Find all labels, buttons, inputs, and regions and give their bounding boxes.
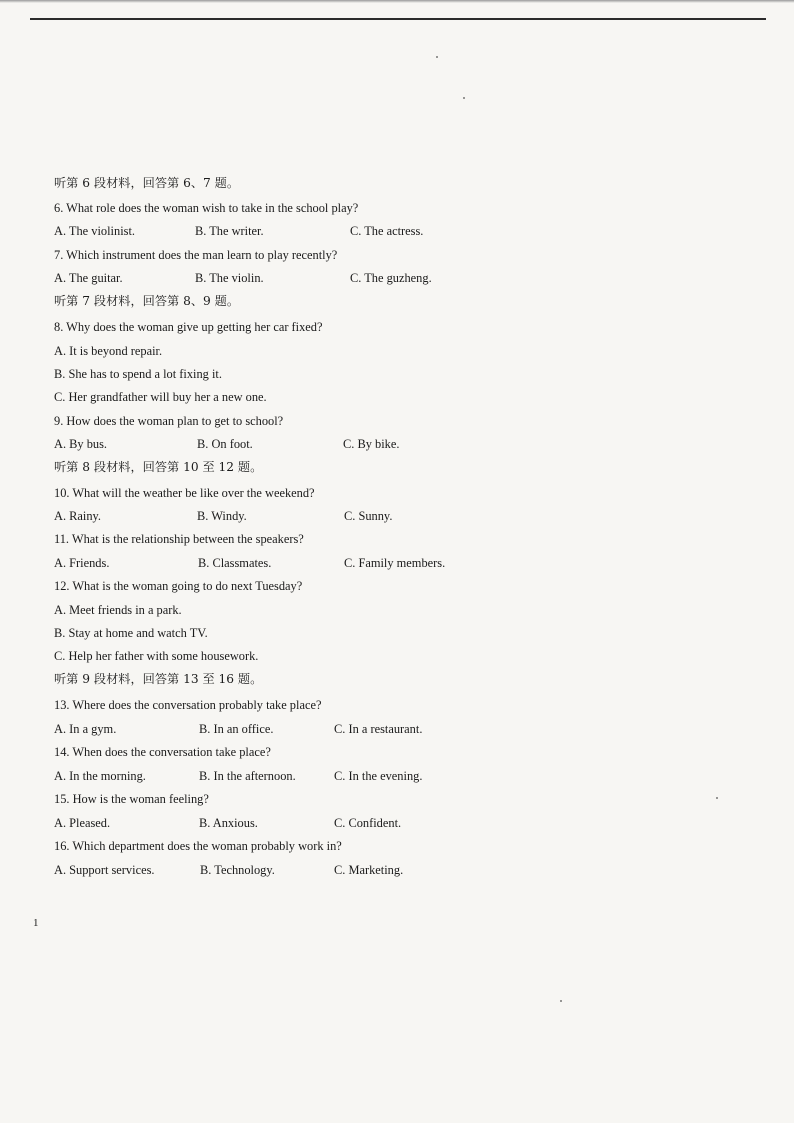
option-c: C. The actress.: [350, 224, 424, 238]
section-heading: 听第 9 段材料，回答第 13 至 16 题。: [54, 672, 263, 686]
option-b: B. Anxious.: [199, 816, 258, 830]
option-b: B. In an office.: [199, 722, 274, 736]
option-a: A. It is beyond repair.: [54, 344, 163, 358]
option-b: B. The writer.: [195, 224, 264, 238]
option-c: C. In the evening.: [334, 769, 423, 783]
option-c: C. Confident.: [334, 816, 402, 830]
question-stem: 13. Where does the conversation probably take place?: [54, 698, 322, 712]
option-b: B. In the afternoon.: [199, 769, 296, 783]
question-stem: 10. What will the weather be like over the weekend?: [54, 486, 315, 500]
option-c: C. In a restaurant.: [334, 722, 423, 736]
option-c: C. By bike.: [343, 437, 400, 451]
option-c: C. Family members.: [344, 556, 446, 570]
page-number: 1: [33, 917, 39, 929]
scan-top-edge: [0, 0, 794, 3]
option-a: A. Meet friends in a park.: [54, 603, 182, 617]
question-stem: 15. How is the woman feeling?: [54, 792, 209, 806]
option-c: C. Her grandfather will buy her a new one.: [54, 390, 267, 404]
option-b: B. She has to spend a lot fixing it.: [54, 367, 222, 381]
scan-speck: [716, 797, 718, 799]
option-c: C. Help her father with some housework.: [54, 649, 259, 663]
option-c: C. Marketing.: [334, 863, 404, 877]
scan-speck: [436, 56, 438, 58]
section-heading: 听第 7 段材料，回答第 8、9 题。: [54, 294, 240, 308]
option-b: B. On foot.: [197, 437, 253, 451]
question-stem: 6. What role does the woman wish to take in the school play?: [54, 201, 359, 215]
option-a: A. In a gym.: [54, 722, 117, 736]
option-a: A. In the morning.: [54, 769, 146, 783]
section-heading: 听第 8 段材料，回答第 10 至 12 题。: [54, 460, 263, 474]
question-stem: 8. Why does the woman give up getting her car fixed?: [54, 320, 323, 334]
question-stem: 14. When does the conversation take place?: [54, 745, 271, 759]
option-c: C. Sunny.: [344, 509, 393, 523]
option-c: C. The guzheng.: [350, 271, 432, 285]
question-stem: 9. How does the woman plan to get to school?: [54, 414, 284, 428]
option-a: A. Friends.: [54, 556, 110, 570]
option-a: A. The violinist.: [54, 224, 135, 238]
question-stem: 16. Which department does the woman probably work in?: [54, 839, 342, 853]
option-a: A. The guitar.: [54, 271, 123, 285]
question-stem: 11. What is the relationship between the speakers?: [54, 532, 304, 546]
option-a: A. Pleased.: [54, 816, 111, 830]
option-b: B. Classmates.: [198, 556, 272, 570]
header-rule: [30, 18, 766, 20]
option-b: B. Technology.: [200, 863, 275, 877]
option-b: B. Stay at home and watch TV.: [54, 626, 208, 640]
option-a: A. Support services.: [54, 863, 155, 877]
scan-speck: [560, 1000, 562, 1002]
scan-speck: [463, 97, 465, 99]
question-stem: 7. Which instrument does the man learn to play recently?: [54, 248, 338, 262]
option-b: B. The violin.: [195, 271, 264, 285]
option-a: A. Rainy.: [54, 509, 102, 523]
option-b: B. Windy.: [197, 509, 247, 523]
section-heading: 听第 6 段材料，回答第 6、7 题。: [54, 176, 240, 190]
question-stem: 12. What is the woman going to do next Tuesday?: [54, 579, 303, 593]
option-a: A. By bus.: [54, 437, 108, 451]
